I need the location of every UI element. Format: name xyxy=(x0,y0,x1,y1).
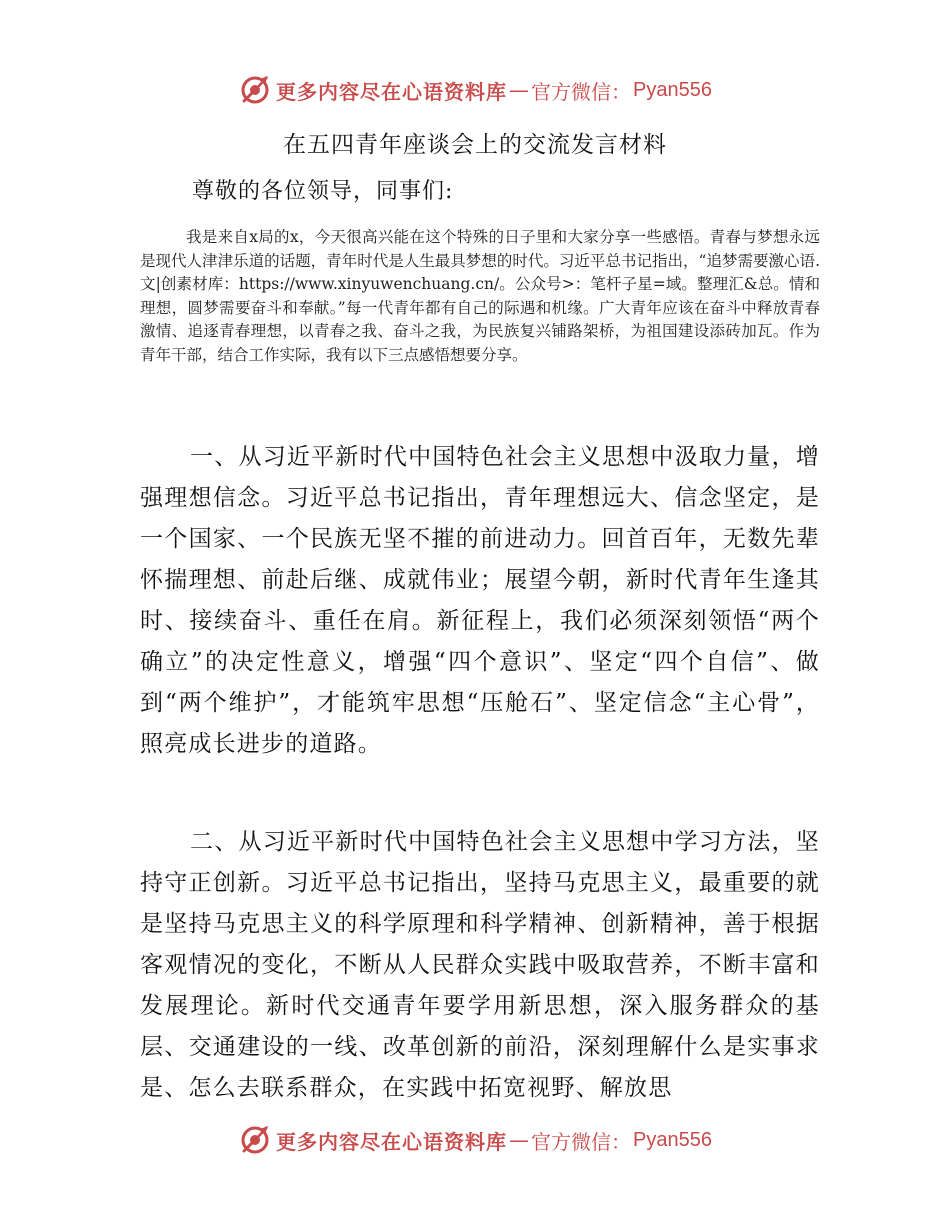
wechat-id: Pyan556 xyxy=(633,1128,712,1151)
wechat-id: Pyan556 xyxy=(633,78,712,101)
watermark-dash: — xyxy=(509,1128,530,1152)
brand-logo-icon xyxy=(238,73,272,107)
wechat-label: 官方微信： xyxy=(531,1129,632,1154)
watermark-banner-top xyxy=(0,70,950,110)
section-one-paragraph: 一、从习近平新时代中国特色社会主义思想中汲取力量，增强理想信念。习近平总书记指出，青年理想远大、信念坚定，是一个国家、一个民族无坚不摧的前进动力。回首百年，无数先辈怀揣理想、前赴后继、成就伟业；展望今朝，新时代青年生逢其时、接续奋斗、重任在肩。新征程上，我们必须深刻领悟“两个确立”的决定性意义，增强“四个意识”、坚定“四个自信”、做到“两个维护”，才能筑牢思想“压舱石”、坚定信念“主心骨”，照亮成长进步的道路。 xyxy=(140,444,820,757)
section-two-paragraph: 二、从习近平新时代中国特色社会主义思想中学习方法，坚持守正创新。习近平总书记指出，坚持马克思主义，最重要的就是坚持马克思主义的科学原理和科学精神、创新精神，善于根据客观情况的变化，不断从人民群众实践中吸取营养，不断丰富和发展理论。新时代交通青年要学用新思想，深入服务群众的基层、交通建设的一线、改革创新的前沿，深刻理解什么是实事求是、怎么去联系群众，在实践中拓宽视野、解放思 xyxy=(140,829,820,1101)
watermark-text: 更多内容尽在心语资料库 xyxy=(276,79,508,104)
watermark-text: 更多内容尽在心语资料库 xyxy=(276,1129,508,1154)
salutation: 尊敬的各位领导，同事们: xyxy=(192,179,454,204)
brand-logo-icon xyxy=(238,1123,272,1157)
watermark-dash: — xyxy=(509,78,530,102)
watermark-banner-bottom xyxy=(0,1120,950,1160)
intro-paragraph: 我是来自x局的x，今天很高兴能在这个特殊的日子里和大家分享一些感悟。青春与梦想永远是现代人津津乐道的话题，青年时代是人生最具梦想的时代。习近平总书记指出，“追梦需要激心语.文|创素材库：https://www.xinyuwenchuang.cn/。公众号>：笔杆子星=域。整理汇&总。情和理想，圆梦需要奋斗和奉献。”每一代青年都有自己的际遇和机缘。广大青年应该在奋斗中释放青春激情、追逐青春理想，以青春之我、奋斗之我，为民族复兴铺路架桥，为祖国建设添砖加瓦。作为青年干部，结合工作实际，我有以下三点感悟想要分享。 xyxy=(140,228,820,364)
wechat-label: 官方微信： xyxy=(531,79,632,104)
document-title: 在五四青年座谈会上的交流发言材料 xyxy=(283,132,667,158)
